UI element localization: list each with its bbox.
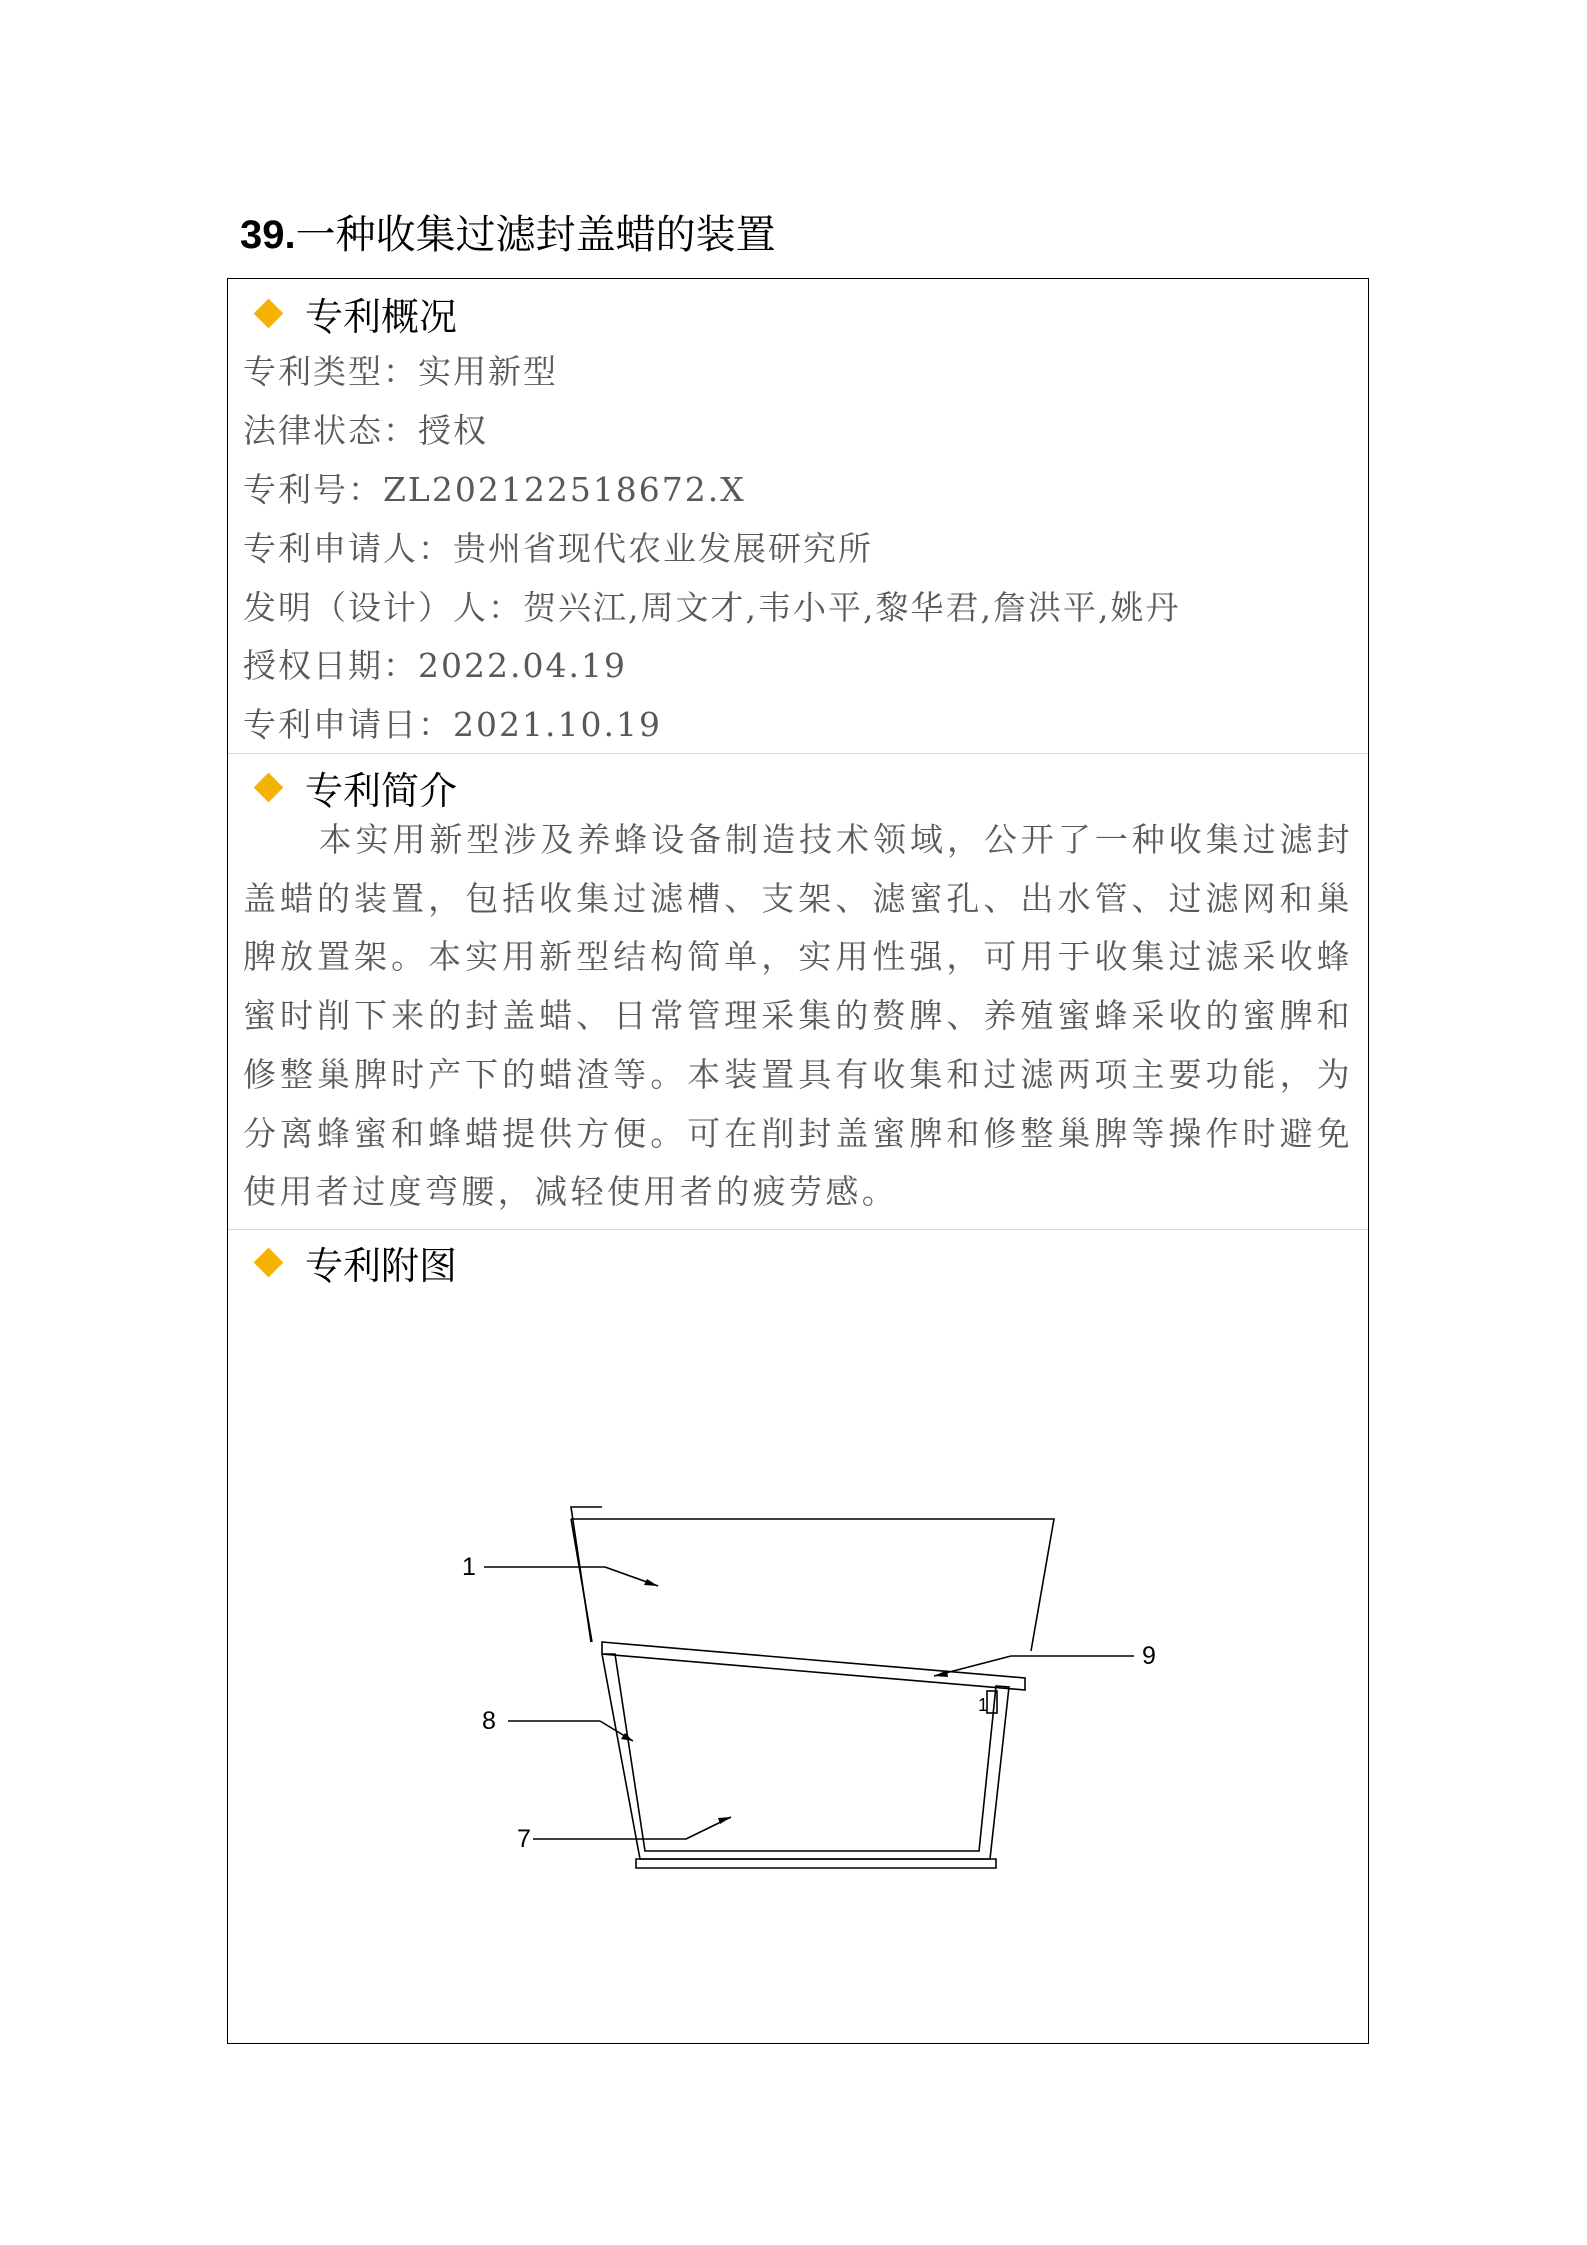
- section-figure-title: 专利附图: [305, 1243, 458, 1288]
- legal-status: 法律状态：授权: [243, 411, 488, 450]
- filing-date: 专利申请日：2021.10.19: [243, 705, 662, 744]
- patent-applicant: 专利申请人：贵州省现代农业发展研究所: [243, 529, 873, 568]
- figure-label-9: 9: [1142, 1642, 1156, 1670]
- tank-left-edge: [571, 1519, 592, 1642]
- title-number: 39.: [240, 213, 296, 257]
- patent-card: [227, 278, 1369, 2044]
- lower-frame: [602, 1654, 1009, 1859]
- title-text: 一种收集过滤封盖蜡的装置: [295, 212, 776, 258]
- patent-drawing: [228, 279, 1368, 2043]
- filter-screen: [602, 1642, 1025, 1690]
- patent-number: 专利号：ZL202122518672.X: [243, 470, 746, 509]
- section-overview-title: 专利概况: [305, 294, 458, 339]
- tank-outline: [571, 1519, 1054, 1651]
- figure-label-inner: 1: [978, 1695, 989, 1715]
- bottom-plate: [636, 1859, 996, 1868]
- tank-left-wall: [571, 1507, 602, 1642]
- figure-label-8: 8: [482, 1707, 496, 1735]
- patent-type: 专利类型：实用新型: [243, 352, 558, 391]
- document-title: [240, 205, 776, 265]
- abstract-text: 本实用新型涉及养蜂设备制造技术领域，公开了一种收集过滤封盖蜡的装置，包括收集过滤槽、支架、滤蜜孔、出水管、过滤网和巢脾放置架。本实用新型结构简单，实用性强，可用于收集过滤采收蜂蜜时削下来的封盖蜡、日常管理采集的赘脾、养殖蜜蜂采收的蜜脾和修整巢脾时产下的蜡渣等。本装置具有收集和过滤两项主要功能，为分离蜂蜜和蜂蜡提供方便。可在削封盖蜜脾和修整巢脾等操作时避免使用者过度弯腰，减轻使用者的疲劳感。: [243, 820, 1353, 1212]
- figure-label-1: 1: [462, 1553, 476, 1581]
- figure-label-7: 7: [517, 1825, 531, 1853]
- patent-inventors: 发明（设计）人：贺兴江,周文才,韦小平,黎华君,詹洪平,姚丹: [243, 588, 1181, 627]
- grant-date: 授权日期：2022.04.19: [243, 646, 627, 685]
- section-summary-title: 专利简介: [305, 768, 458, 813]
